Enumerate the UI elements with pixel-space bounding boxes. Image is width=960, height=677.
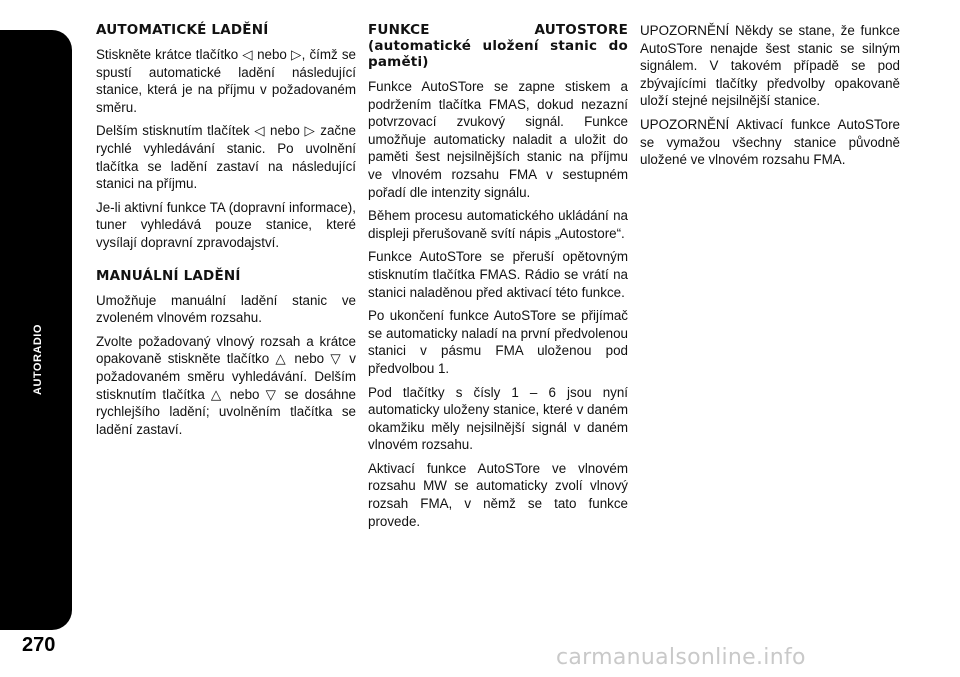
heading-manual-tuning: MANUÁLNÍ LADĚNÍ xyxy=(96,267,241,284)
page-number: 270 xyxy=(22,634,56,656)
heading-autostore: FUNKCE AUTOSTORE (automatické uložení stanic do paměti) xyxy=(368,22,628,70)
paragraph: Během procesu automatického ukládání na displeji přerušovaně svítí nápis „Autostore“. xyxy=(368,208,628,241)
column-3 xyxy=(640,22,900,175)
warning-paragraph: UPOZORNĚNÍ Někdy se stane, že funkce AutoSTore nenajde šest stanic se silným signálem. V takovém případě se pod zbývajícími tlačítky předvolby opakovaně uloží stejné nejsilnější stanice. xyxy=(640,23,900,109)
paragraph: Funkce AutoSTore se zapne stiskem a podržením tlačítka FMAS, dokud nezazní potvrzovací zvukový signál. Funkce umožňuje automaticky naladit a uložit do paměti šest nejsilnějších stanic na příjmu ve vlnovém rozsahu FMA v sestupném pořadí dle intenzity signálu. xyxy=(368,79,628,200)
paragraph: Zvolte požadovaný vlnový rozsah a krátce opakovaně stiskněte tlačítko △ nebo ▽ v požadovaném směru vyhledávání. Delším stisknutím tlačítka △ nebo ▽ se dosáhne rychlejšího ladění; uvolněním tlačítka se ladění zastaví. xyxy=(96,333,356,437)
paragraph: Stiskněte krátce tlačítko ◁ nebo ▷, čímž se spustí automatické ladění následující stanice, která je na příjmu v požadovaném směru. xyxy=(96,47,356,115)
paragraph: Pod tlačítky s čísly 1 – 6 jsou nyní automaticky uloženy stanice, které v daném okamžiku měly nejsilnější signál v daném vlnovém rozsahu. xyxy=(368,384,628,453)
paragraph: Umožňuje manuální ladění stanic ve zvoleném vlnovém rozsahu. xyxy=(96,292,356,326)
column-2 xyxy=(368,22,628,536)
paragraph: Po ukončení funkce AutoSTore se přijímač se automaticky naladí na první předvolenou stanici v pásmu FMA uloženou pod předvolbou 1. xyxy=(368,308,628,376)
watermark: carmanualsonline.info xyxy=(556,645,806,670)
heading-automatic-tuning: AUTOMATICKÉ LADĚNÍ xyxy=(96,22,269,38)
paragraph: Aktivací funkce AutoSTore ve vlnovém rozsahu MW se automaticky zvolí vlnový rozsah FMA, v němž se tato funkce provede. xyxy=(368,460,628,529)
chapter-sidebar xyxy=(0,30,72,630)
paragraph: Je-li aktivní funkce TA (dopravní informace), tuner vyhledává pouze stanice, které vysílají dopravní zpravodajství. xyxy=(96,199,356,250)
column-1 xyxy=(96,22,356,444)
chapter-label: AUTORADIO xyxy=(32,324,44,396)
paragraph: Funkce AutoSTore se přeruší opětovným stisknutím tlačítka FMAS. Rádio se vrátí na stanici naladěnou před aktivací této funkce. xyxy=(368,249,628,300)
paragraph: Delším stisknutím tlačítek ◁ nebo ▷ začne rychlé vyhledávání stanic. Po uvolnění tlačítka se ladění zastaví na následující stanici na příjmu. xyxy=(96,123,356,192)
warning-paragraph: UPOZORNĚNÍ Aktivací funkce AutoSTore se vymažou všechny stanice původně uložené ve vlnovém rozsahu FMA. xyxy=(640,116,900,168)
